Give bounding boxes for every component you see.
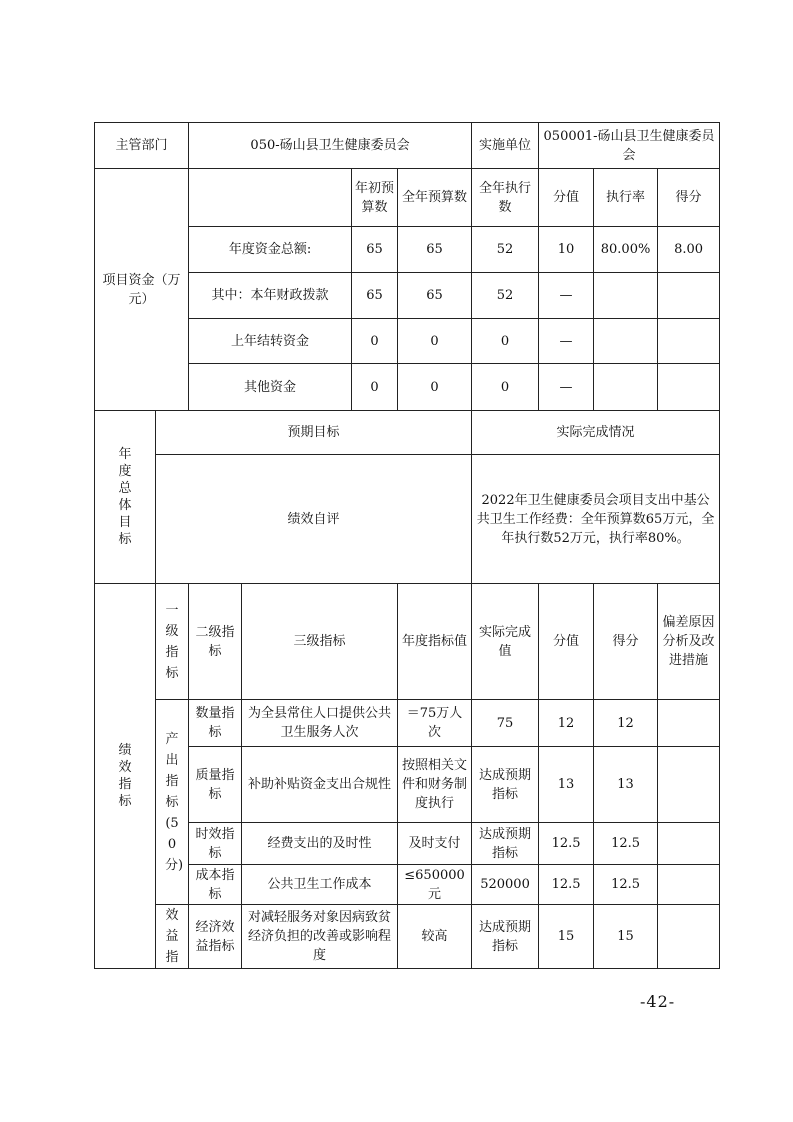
indicator-score: 13	[594, 747, 658, 823]
indicators-col-target: 年度指标值	[398, 584, 472, 700]
indicator-row	[95, 747, 720, 823]
indicators-header-row	[95, 584, 720, 700]
indicator-score-value: 12.5	[539, 865, 594, 905]
funds-row	[95, 364, 720, 411]
indicator-row	[95, 700, 720, 747]
indicator-actual: 75	[472, 700, 539, 747]
funds-cell-rate	[594, 273, 658, 319]
funds-cell-rate	[594, 364, 658, 411]
funds-col-score: 得分	[658, 169, 720, 227]
indicator-score: 12.5	[594, 865, 658, 905]
funds-cell-initial: 0	[352, 364, 398, 411]
indicator-level2: 时效指标	[189, 823, 242, 865]
indicator-level3: 对减轻服务对象因病致贫经济负担的改善或影响程度	[242, 905, 398, 969]
funds-cell-initial: 65	[352, 227, 398, 273]
funds-cell-score	[658, 364, 720, 411]
goals-header-row	[95, 411, 720, 455]
indicator-actual: 达成预期指标	[472, 823, 539, 865]
funds-col-score-value: 分值	[539, 169, 594, 227]
indicator-score-value: 15	[539, 905, 594, 969]
indicators-section-label	[95, 584, 156, 969]
funds-cell-executed: 0	[472, 319, 539, 364]
funds-cell-score	[658, 273, 720, 319]
funds-section-label: 项目资金（万元）	[95, 169, 189, 411]
funds-cell-score-value: 10	[539, 227, 594, 273]
indicators-col-level2: 二级指标	[189, 584, 242, 700]
goals-expected-text: 绩效自评	[156, 455, 472, 584]
indicator-deviation	[658, 865, 720, 905]
indicator-actual: 520000	[472, 865, 539, 905]
funds-cell-rate: 80.00%	[594, 227, 658, 273]
indicator-deviation	[658, 700, 720, 747]
indicators-col-deviation: 偏差原因分析及改进措施	[658, 584, 720, 700]
indicator-target: 及时支付	[398, 823, 472, 865]
goals-section-text: 年度总体目标	[118, 446, 132, 547]
funds-cell-score-value: —	[539, 273, 594, 319]
funds-row-label: 年度资金总额:	[189, 227, 352, 273]
funds-blank-cell	[189, 169, 352, 227]
indicator-score-value: 13	[539, 747, 594, 823]
output-indicator-label	[156, 700, 189, 905]
funds-cell-annual: 65	[398, 273, 472, 319]
funds-cell-annual: 65	[398, 227, 472, 273]
funds-cell-executed: 52	[472, 227, 539, 273]
indicator-level3: 经费支出的及时性	[242, 823, 398, 865]
performance-table	[94, 122, 720, 969]
funds-cell-score-value: —	[539, 319, 594, 364]
indicators-col-level1	[156, 584, 189, 700]
indicator-deviation	[658, 823, 720, 865]
page-number: -42-	[640, 992, 676, 1011]
indicator-score-value: 12	[539, 700, 594, 747]
indicator-score: 12	[594, 700, 658, 747]
funds-col-initial: 年初预算数	[352, 169, 398, 227]
indicators-section-text: 绩效指标	[118, 742, 132, 809]
header-row	[95, 123, 720, 169]
funds-header-row	[95, 169, 720, 227]
funds-row-label: 其他资金	[189, 364, 352, 411]
indicators-col-level3: 三级指标	[242, 584, 398, 700]
indicator-score: 15	[594, 905, 658, 969]
goals-content-row	[95, 455, 720, 584]
indicators-col-level1-text: 一级指标	[165, 602, 179, 681]
indicator-row	[95, 865, 720, 905]
indicator-target: ≤650000元	[398, 865, 472, 905]
funds-row-label: 上年结转资金	[189, 319, 352, 364]
indicator-level2: 质量指标	[189, 747, 242, 823]
indicator-row	[95, 905, 720, 969]
indicator-score-value: 12.5	[539, 823, 594, 865]
indicator-deviation	[658, 905, 720, 969]
unit-label: 实施单位	[472, 123, 539, 169]
funds-col-executed: 全年执行数	[472, 169, 539, 227]
funds-cell-executed: 52	[472, 273, 539, 319]
benefit-indicator-label	[156, 905, 189, 969]
indicator-level3: 补助补贴资金支出合规性	[242, 747, 398, 823]
funds-cell-rate	[594, 319, 658, 364]
funds-col-annual: 全年预算数	[398, 169, 472, 227]
funds-row-label: 其中：本年财政拨款	[189, 273, 352, 319]
unit-value: 050001-砀山县卫生健康委员会	[539, 123, 720, 169]
indicator-target: 较高	[398, 905, 472, 969]
indicator-score: 12.5	[594, 823, 658, 865]
funds-row	[95, 273, 720, 319]
funds-cell-initial: 0	[352, 319, 398, 364]
indicator-level2: 数量指标	[189, 700, 242, 747]
indicator-row	[95, 823, 720, 865]
funds-cell-score: 8.00	[658, 227, 720, 273]
dept-label: 主管部门	[95, 123, 189, 169]
output-indicator-text: 产出指标(50分)	[165, 731, 184, 873]
indicators-col-actual: 实际完成值	[472, 584, 539, 700]
funds-col-rate: 执行率	[594, 169, 658, 227]
indicator-deviation	[658, 747, 720, 823]
indicators-col-score-value: 分值	[539, 584, 594, 700]
indicator-level2: 成本指标	[189, 865, 242, 905]
funds-cell-annual: 0	[398, 319, 472, 364]
goals-expected-header: 预期目标	[156, 411, 472, 455]
indicator-actual: 达成预期指标	[472, 905, 539, 969]
goals-actual-text: 2022年卫生健康委员会项目支出中基公共卫生工作经费：全年预算数65万元，全年执行数52万元，执行率80%。	[472, 455, 720, 584]
funds-row	[95, 319, 720, 364]
funds-cell-annual: 0	[398, 364, 472, 411]
funds-row	[95, 227, 720, 273]
funds-cell-score-value: —	[539, 364, 594, 411]
indicator-target: 按照相关文件和财务制度执行	[398, 747, 472, 823]
indicator-level3: 公共卫生工作成本	[242, 865, 398, 905]
indicator-level2: 经济效益指标	[189, 905, 242, 969]
dept-value: 050-砀山县卫生健康委员会	[189, 123, 472, 169]
funds-cell-executed: 0	[472, 364, 539, 411]
indicators-col-score: 得分	[594, 584, 658, 700]
benefit-indicator-text: 效益指	[165, 908, 179, 965]
indicator-level3: 为全县常住人口提供公共卫生服务人次	[242, 700, 398, 747]
indicator-actual: 达成预期指标	[472, 747, 539, 823]
goals-section-label	[95, 411, 156, 584]
indicator-target: ＝75万人次	[398, 700, 472, 747]
funds-cell-score	[658, 319, 720, 364]
funds-cell-initial: 65	[352, 273, 398, 319]
goals-actual-header: 实际完成情况	[472, 411, 720, 455]
